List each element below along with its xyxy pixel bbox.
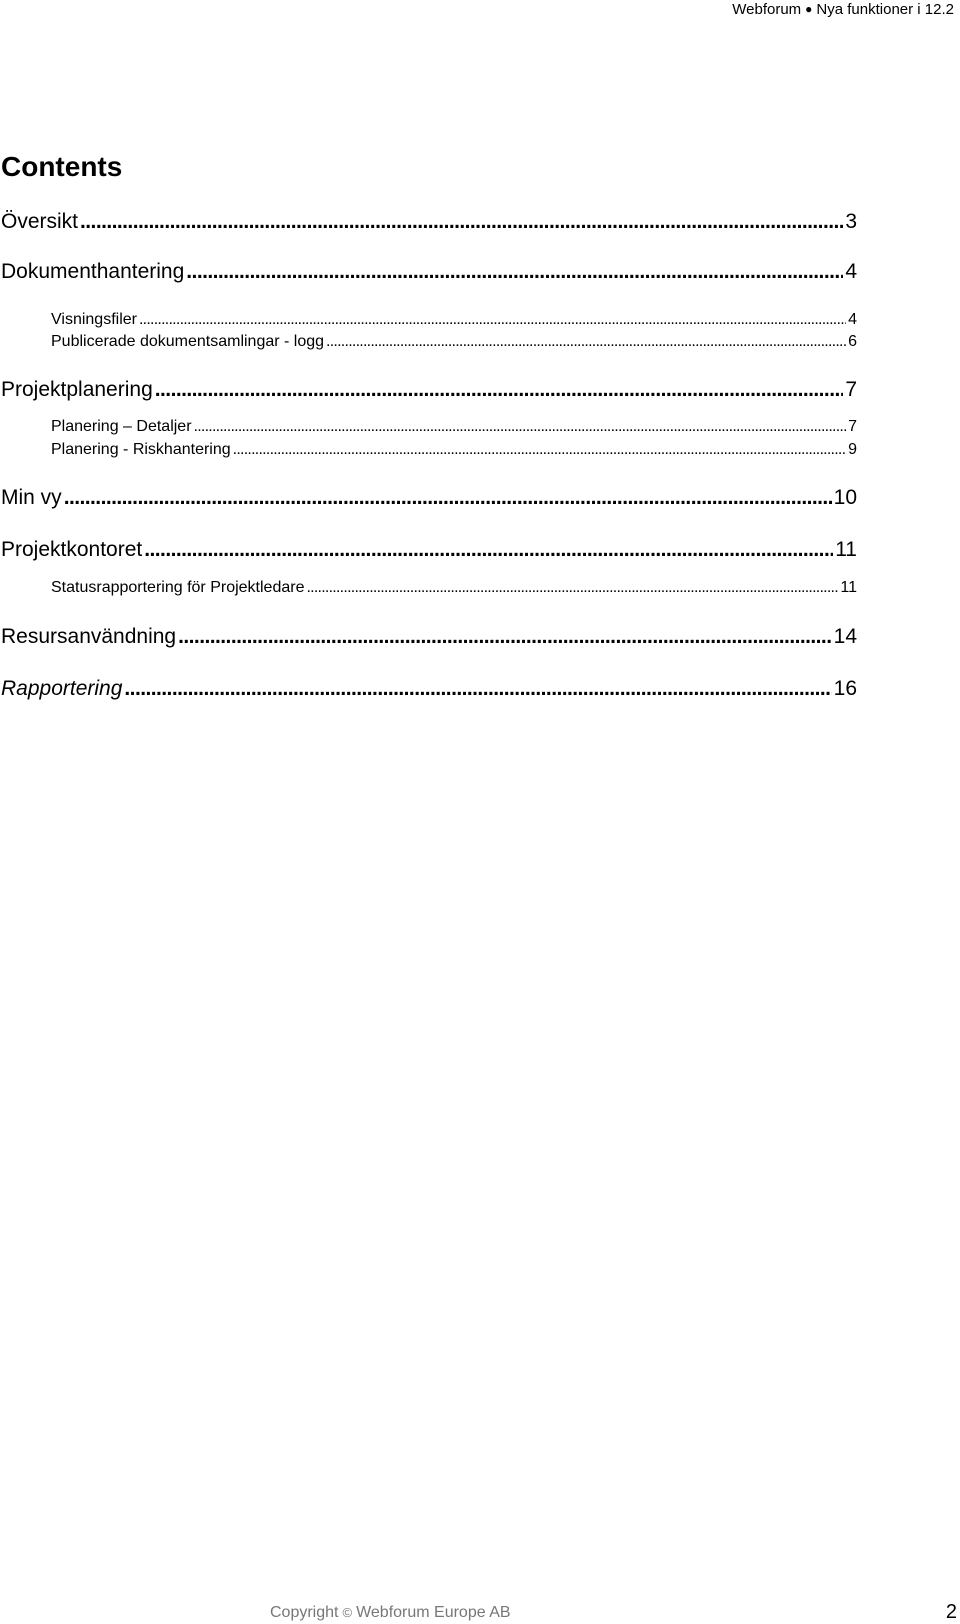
toc-entry-page: 11: [835, 538, 857, 561]
toc-entry-label: Planering – Detaljer: [51, 418, 192, 435]
header-subtitle: Nya funktioner i 12.2: [816, 1, 954, 18]
header-product: Webforum: [732, 1, 802, 18]
toc-entry-label: Resursanvändning: [1, 625, 177, 648]
toc-leader-dots: [194, 421, 847, 437]
toc-entry-resursanvandning[interactable]: [1, 624, 857, 650]
toc-leader-dots: [144, 542, 833, 563]
bullet-icon: ●: [805, 2, 813, 16]
toc-entry-page: 7: [848, 418, 857, 435]
toc-entry-page: 16: [833, 677, 857, 700]
toc-leader-dots: [139, 314, 846, 330]
toc-entry-label: Min vy: [1, 486, 62, 509]
toc-entry-label: Projektplanering: [1, 378, 153, 401]
toc-leader-dots: [306, 582, 838, 598]
toc-entry-min-vy[interactable]: [1, 485, 857, 511]
copyright-label: Copyright: [270, 1604, 339, 1621]
toc-leader-dots: [233, 444, 846, 460]
toc-entry-page: 14: [833, 625, 857, 648]
toc-entry-oversikt[interactable]: [1, 209, 857, 235]
toc-entry-publicerade-dokumentsamlingar[interactable]: [51, 332, 857, 352]
toc-entry-label: Planering - Riskhantering: [51, 441, 231, 458]
toc-entry-planering-detaljer[interactable]: [51, 417, 857, 437]
toc-entry-planering-riskhantering[interactable]: [51, 440, 857, 460]
toc-entry-statusrapportering[interactable]: [51, 578, 857, 598]
running-header: [732, 0, 954, 20]
toc-entry-page: 3: [845, 210, 857, 233]
toc-entry-page: 9: [848, 441, 857, 458]
toc-entry-label: Rapportering: [1, 677, 123, 700]
toc-leader-dots: [124, 681, 831, 702]
toc-entry-projektkontoret[interactable]: [1, 537, 857, 563]
toc-leader-dots: [178, 629, 832, 650]
page-number: 2: [945, 1601, 957, 1623]
toc-entry-projektplanering[interactable]: [1, 377, 857, 403]
toc-leader-dots: [80, 214, 843, 235]
toc-leader-dots: [326, 336, 846, 352]
toc-entry-visningsfiler[interactable]: [51, 310, 857, 330]
toc-entry-label: Statusrapportering för Projektledare: [51, 579, 305, 596]
toc-entry-page: 10: [833, 486, 857, 509]
toc-entry-label: Dokumenthantering: [1, 260, 185, 283]
footer-copyright: [270, 1603, 511, 1623]
toc-entry-page: 4: [848, 311, 857, 328]
toc-entry-page: 4: [845, 260, 857, 283]
toc-leader-dots: [155, 382, 844, 403]
toc-entry-page: 6: [848, 333, 857, 350]
toc-entry-label: Visningsfiler: [51, 311, 137, 328]
company-name: Webforum Europe AB: [356, 1604, 511, 1621]
toc-entry-dokumenthantering[interactable]: [1, 259, 857, 285]
toc-entry-label: Projektkontoret: [1, 538, 143, 561]
toc-entry-rapportering[interactable]: [1, 676, 857, 702]
toc-entry-label: Publicerade dokumentsamlingar - logg: [51, 333, 325, 350]
toc-leader-dots: [186, 264, 843, 285]
toc-entry-label: Översikt: [1, 210, 79, 233]
toc-leader-dots: [64, 490, 832, 511]
copyright-icon: ©: [342, 1605, 353, 1620]
toc-entry-page: 7: [845, 378, 857, 401]
toc-title: Contents: [1, 151, 123, 182]
toc-entry-page: 11: [840, 579, 857, 596]
